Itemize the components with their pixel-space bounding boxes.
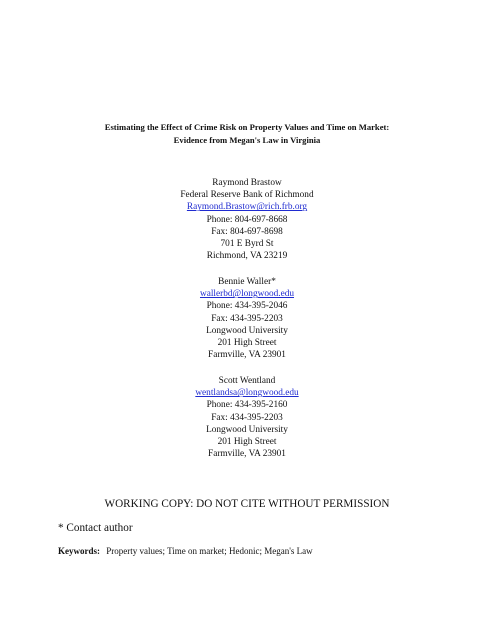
author-affiliation: Federal Reserve Bank of Richmond: [180, 190, 314, 201]
author-block-waller: [0, 276, 494, 361]
author-name: Scott Wentland: [218, 376, 276, 386]
author-fax: Fax: 434-395-2203: [211, 313, 283, 324]
author-fax: Fax: 804-697-8698: [211, 226, 283, 237]
working-copy-notice: WORKING COPY: DO NOT CITE WITHOUT PERMISSION: [104, 498, 390, 510]
author-block-brastow: [0, 177, 494, 262]
contact-author-note: * Contact author: [58, 522, 133, 534]
author-email-link[interactable]: wentlandsa@longwood.edu: [195, 388, 299, 399]
author-address-line-2: Farmville, VA 23901: [208, 449, 286, 460]
title-line-2: Evidence from Megan's Law in Virginia: [173, 135, 321, 145]
author-email-link[interactable]: Raymond.Brastow@rich.frb.org: [186, 202, 308, 213]
author-name: Bennie Waller*: [218, 277, 276, 287]
title-line-1: Estimating the Effect of Crime Risk on Property Values and Time on Market:: [104, 122, 390, 132]
author-phone: Phone: 804-697-8668: [206, 214, 288, 225]
paper-title: [0, 121, 494, 147]
keywords-label: Keywords:: [58, 546, 100, 556]
keywords-text: Property values; Time on market; Hedonic; Megan's Law: [106, 546, 313, 556]
author-address-line-2: Farmville, VA 23901: [208, 350, 286, 361]
author-address-line-1: 701 E Byrd St: [220, 239, 274, 250]
author-name: Raymond Brastow: [212, 178, 282, 188]
keywords-line: [58, 545, 313, 557]
author-address-line-1: 201 High Street: [217, 338, 277, 349]
author-address-line-1: 201 High Street: [217, 437, 277, 448]
author-email-link[interactable]: wallerbd@longwood.edu: [199, 289, 295, 300]
author-affiliation: Longwood University: [206, 325, 288, 336]
author-phone: Phone: 434-395-2160: [206, 400, 288, 411]
author-block-wentland: [0, 375, 494, 460]
author-affiliation: Longwood University: [206, 424, 288, 435]
author-phone: Phone: 434-395-2046: [206, 301, 288, 312]
author-address-line-2: Richmond, VA 23219: [206, 251, 288, 262]
author-fax: Fax: 434-395-2203: [211, 412, 283, 423]
